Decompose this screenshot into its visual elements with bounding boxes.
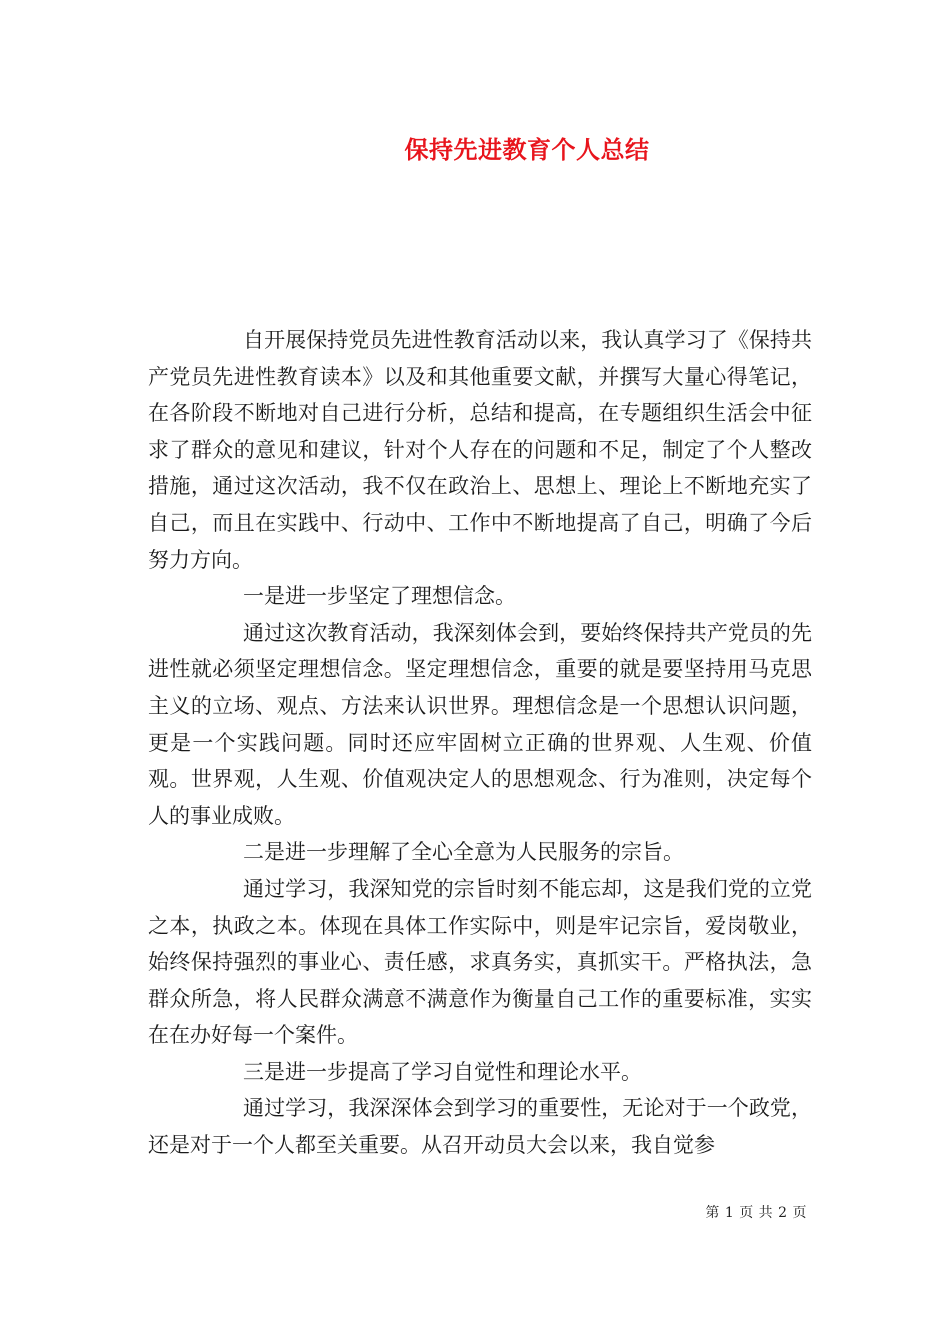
paragraph-body-3: 通过学习，我深深体会到学习的重要性，无论对于一个政党，还是对于一个人都至关重要。从召开动员大会以来，我自觉参 [148,1096,812,1158]
paragraph-heading-1: 一是进一步坚定了理想信念。 [243,584,516,609]
paragraph-heading-3: 三是进一步提高了学习自觉性和理论水平。 [243,1059,642,1084]
page-number-footer: 第 1 页 共 2 页 [705,1205,807,1221]
paragraph-body-2: 通过学习，我深知党的宗旨时刻不能忘却，这是我们党的立党之本，执政之本。体现在具体工作实际中，则是牢记宗旨，爱岗敬业，始终保持强烈的事业心、责任感，求真务实，真抓实干。严格执法，急群众所急，将人民群众满意不满意作为衡量自己工作的重要标准，实实在在办好每一个案件。 [148,876,812,1048]
paragraph-intro: 自开展保持党员先进性教育活动以来，我认真学习了《保持共产党员先进性教育读本》以及和其他重要文献，并撰写大量心得笔记，在各阶段不断地对自己进行分析，总结和提高，在专题组织生活会中征求了群众的意见和建议，针对个人存在的问题和不足，制定了个人整改措施，通过这次活动，我不仅在政治上、思想上、理论上不断地充实了自己，而且在实践中、行动中、工作中不断地提高了自己，明确了今后努力方向。 [148,328,812,572]
document-body [148,322,812,1164]
paragraph-heading-2: 二是进一步理解了全心全意为人民服务的宗旨。 [243,840,684,865]
document-title: 保持先进教育个人总结 [404,135,650,164]
paragraph-body-1: 通过这次教育活动，我深刻体会到，要始终保持共产党员的先进性就必须坚定理想信念。坚定理想信念，重要的就是要坚持用马克思主义的立场、观点、方法来认识世界。理想信念是一个思想认识问题，更是一个实践问题。同时还应牢固树立正确的世界观、人生观、价值观。世界观，人生观、价值观决定人的思想观念、行为准则，决定每个人的事业成败。 [148,620,812,828]
